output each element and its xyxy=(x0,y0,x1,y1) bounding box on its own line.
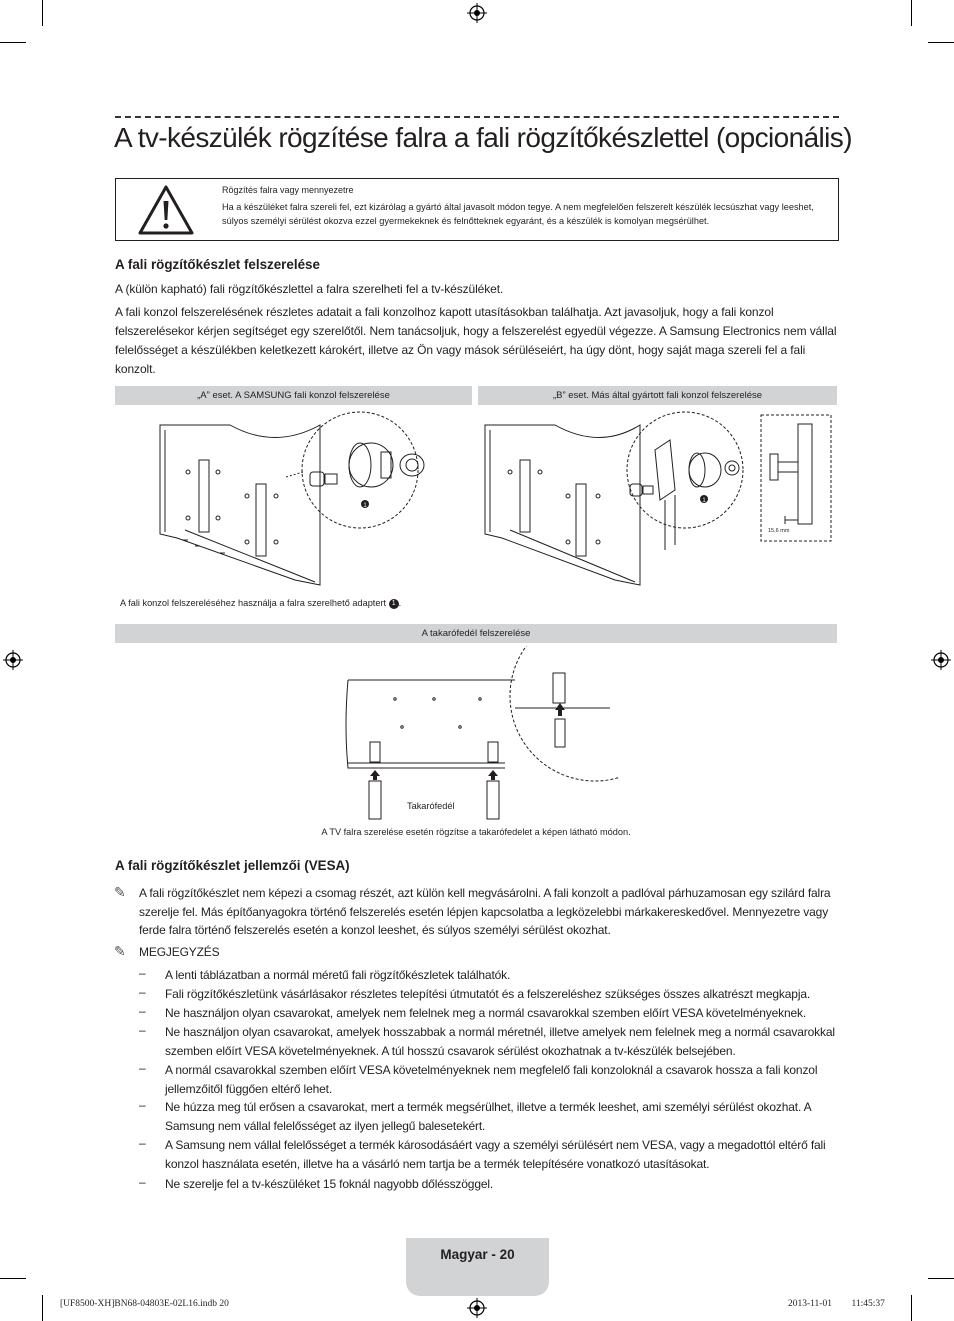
warning-text: Ha a készüléket falra szereli fel, ezt kizárólag a gyártó által javasolt módon tegye. A nem megfelelően felszerelt készülék lecsúszhat vagy leeshet, súlyos személyi sérülést okozva ezzel gyermekeknek és felnőtteknek egyaránt, és a készülék is komolyan megsérülhet. xyxy=(222,202,814,226)
crop-mark xyxy=(0,42,26,43)
crop-mark xyxy=(42,1295,43,1321)
page-title: A tv-készülék rögzítése falra a fali rögzítőkészlettel (opcionális) xyxy=(114,122,852,153)
bullet-dash: – xyxy=(139,1098,146,1112)
list-item: A lenti táblázatban a normál méretű fali rögzítőkészletek találhatók. xyxy=(165,968,511,982)
list-item: Ne használjon olyan csavarokat, amelyek hosszabbak a normál méretnél, illetve amelyek nem felelnek meg a normál csavarokkal szemben előírt VESA követelményeknek. A túl hosszú csavarok sérülést okozhatnak a tv-készülék belsejében. xyxy=(165,1025,835,1058)
cover-caption: A TV falra szerelése esetén rögzítse a takarófedelet a képen látható módon. xyxy=(321,827,631,837)
list-item: Ne szerelje fel a tv-készüléket 15 foknál nagyobb dőlésszöggel. xyxy=(165,1177,494,1191)
page-number: Magyar - 20 xyxy=(440,1247,515,1262)
warning-triangle-icon xyxy=(136,183,196,237)
warning-title: Rögzítés falra vagy mennyezetre xyxy=(222,185,354,195)
bullet-dash: – xyxy=(139,1023,146,1037)
registration-mark-icon xyxy=(3,650,23,670)
bullet-dash: – xyxy=(139,966,146,980)
paragraph-details: A fali konzol felszerelésének részletes adatait a fali konzolhoz kapott utasításokban találhatja. Azt javasoljuk, hogy a fali konzol felszerelésekor kérjen segítséget egy szerelőtől. Nem tanácsoljuk, hogy a felszerelést egyedül végezze. A Samsung Electronics nem vállal felelősséget a készülékben keletkezett károkért, illetve az Ön vagy mások sérüléseiért, ha úgy dönt, hogy saját maga szereli fel a fali konzolt. xyxy=(115,305,837,376)
callout-number-icon: 1 xyxy=(389,599,399,609)
list-item: Ne húzza meg túl erősen a csavarokat, mert a termék megsérülhet, illetve a termék leeshet, ami személyi sérülést okozhat. A Samsung nem vállal felelősséget az ilyen jellegű balesetekért. xyxy=(165,1100,811,1133)
list-item: Fali rögzítőkészletünk vásárlásakor részletes telepítési útmutatót és a felszereléshez szükséges összes alkatrészt megkapja. xyxy=(165,987,811,1001)
cover-label: Takarófedél xyxy=(407,801,455,811)
crop-mark xyxy=(928,1278,954,1279)
bullet-dash: – xyxy=(139,1175,146,1189)
page-number-tab xyxy=(406,1238,549,1296)
crop-mark xyxy=(0,1278,26,1279)
callout-number: 1 xyxy=(702,498,706,504)
cover-bar-label: A takarófedél felszerelése xyxy=(115,624,837,643)
crop-mark xyxy=(911,0,912,26)
print-date-info: 2013-11-01 ￿￿ 11:45:37 xyxy=(788,1299,885,1309)
samsung-wall-mount-illustration xyxy=(155,410,455,590)
list-item: A normál csavarokkal szemben előírt VESA követelményeknek nem megfelelő fali konzoloknál a csavarok hossza a fali konzol jellemzőitől függően eltérő lehet. xyxy=(165,1063,818,1096)
pencil-note-icon: ✎ xyxy=(114,884,126,900)
registration-mark-icon xyxy=(467,3,487,23)
section-heading-install: A fali rögzítőkészlet felszerelése xyxy=(115,257,320,272)
section-heading-vesa: A fali rögzítőkészlet jellemzői (VESA) xyxy=(115,858,350,873)
bullet-dash: – xyxy=(139,1004,146,1018)
crop-mark xyxy=(911,1295,912,1321)
pencil-note-icon: ✎ xyxy=(114,943,126,959)
paragraph-intro: A (külön kapható) fali rögzítőkészlettel a falra szerelheti fel a tv-készüléket. xyxy=(115,282,504,296)
bullet-dash: – xyxy=(139,1136,146,1150)
note-text: A fali rögzítőkészlet nem képezi a csomag részét, azt külön kell megvásárolni. A fali konzolt a padlóval párhuzamosan egy szilárd falra szerelje fel. Más építőanyagokra történő felszerelés esetén lépjen kapcsolatba a legközelebbi márkakereskedővel. Mennyezetre vagy ferde falra történő felszerelés esetén a konzol leeshet, és súlyos személyi sérülést okozhat. xyxy=(139,886,831,937)
list-item: A Samsung nem vállal felelősséget a termék károsodásáért vagy a személyi sérülésért nem VESA, vagy a megadottól eltérő fali konzol használata esetén, illetve ha a vásárló nem tartja be a termék telepítésére vonatkozó utasításokat. xyxy=(165,1138,826,1171)
bullet-dash: – xyxy=(139,1061,146,1075)
bullet-dash: – xyxy=(139,985,146,999)
list-item: Ne használjon olyan csavarokat, amelyek nem felelnek meg a normál csavarokkal szemben előírt VESA követelményeknek. xyxy=(165,1006,807,1020)
callout-number: 1 xyxy=(363,503,367,509)
case-b-label: „B” eset. Más által gyártott fali konzol felszerelése xyxy=(478,386,837,405)
registration-mark-icon xyxy=(931,650,951,670)
warning-box xyxy=(115,178,839,241)
dimension-label: 15,6 mm xyxy=(768,528,790,534)
crop-mark xyxy=(928,42,954,43)
adapter-caption: A fali konzol felszereléséhez használja a falra szerelhető adaptert 1 . xyxy=(120,598,402,608)
registration-mark-icon xyxy=(467,1298,487,1318)
case-a-label: „A” eset. A SAMSUNG fali konzol felszerelése xyxy=(115,386,472,405)
cover-attachment-illustration xyxy=(340,646,620,821)
title-rule xyxy=(115,116,839,118)
third-party-wall-mount-illustration xyxy=(480,410,840,590)
notes-label: MEGJEGYZÉS xyxy=(139,945,220,959)
crop-mark xyxy=(42,0,43,26)
print-file-info: [UF8500-XH]BN68-04803E-02L16.indb 20 xyxy=(60,1299,229,1309)
